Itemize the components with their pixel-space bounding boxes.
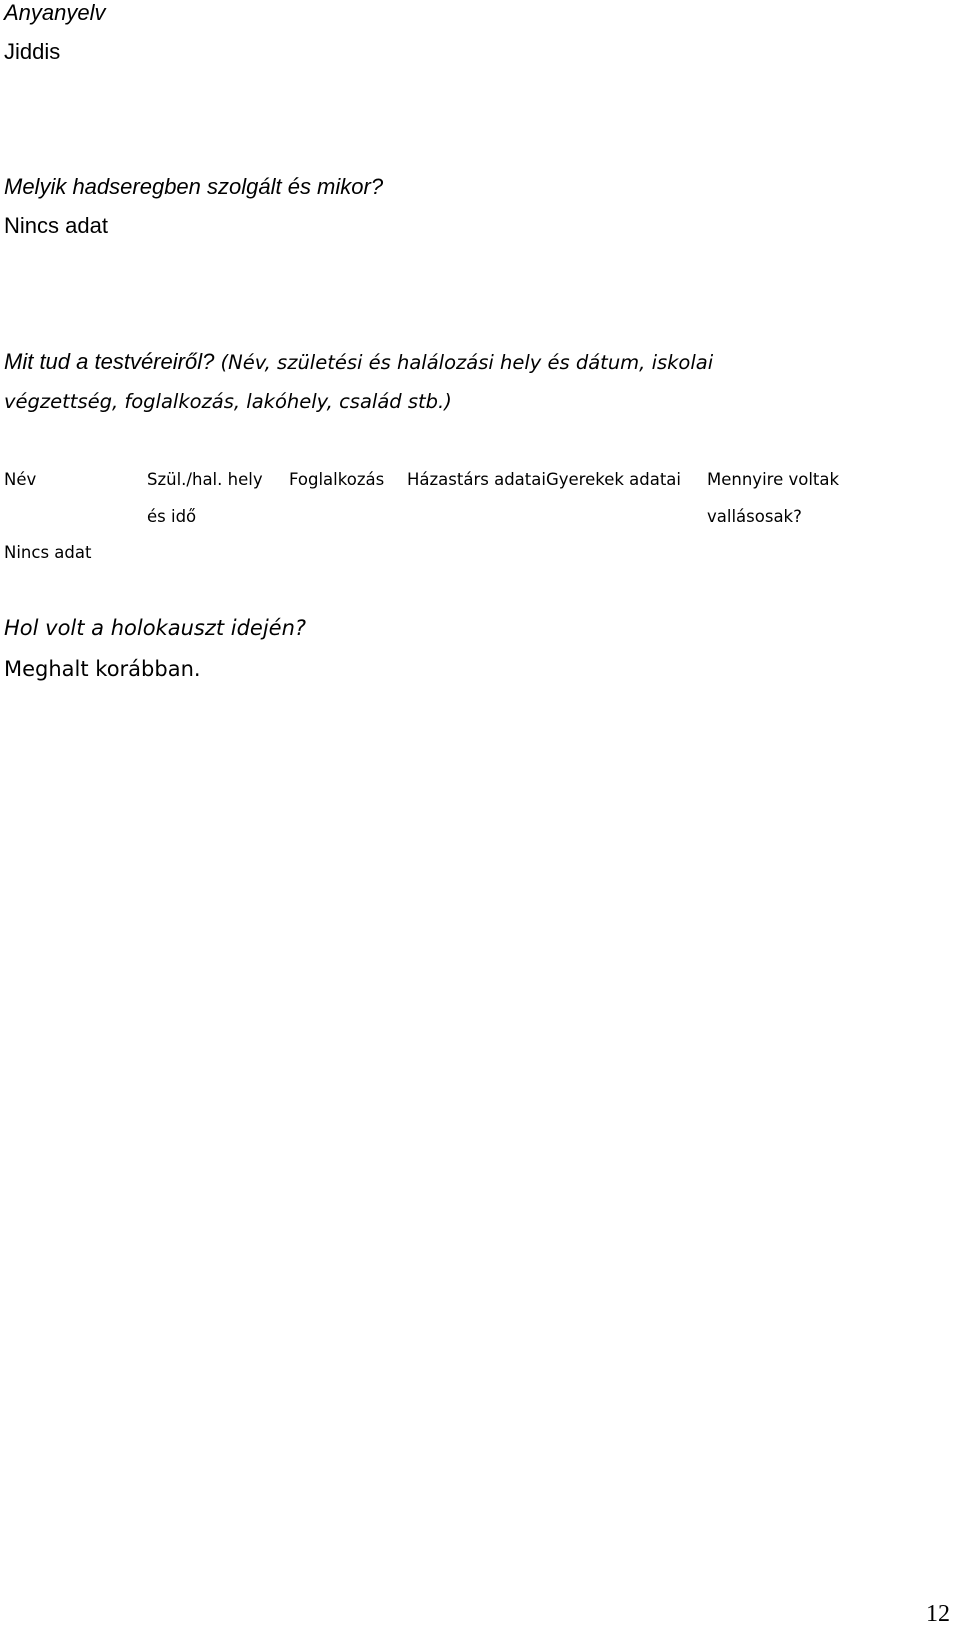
military-service-question: Melyik hadseregben szolgált és mikor?: [4, 174, 384, 199]
military-service-answer: Nincs adat: [4, 213, 108, 238]
siblings-question-detail-line2: végzettség, foglalkozás, lakóhely, család stb.): [4, 390, 452, 413]
row-name: Nincs adat: [4, 543, 92, 562]
header-religiosity-line2: vallásosak?: [707, 507, 802, 526]
siblings-question-plain: Mit tud a testvéreiről?: [4, 349, 215, 374]
holocaust-question: Hol volt a holokauszt idején?: [4, 616, 307, 640]
page-number: 12: [926, 1601, 950, 1627]
header-spouse-children: Házastárs adataiGyerekek adatai: [407, 470, 682, 489]
header-birth-death-line1: Szül./hal. hely: [147, 470, 263, 489]
siblings-question-detail-line1: (Név, születési és halálozási hely és dátum, iskolai: [214, 351, 714, 374]
holocaust-answer: Meghalt korábban.: [4, 657, 201, 681]
header-religiosity-line1: Mennyire voltak: [707, 470, 840, 489]
header-birth-death-line2: és idő: [147, 507, 197, 526]
native-language-question: Anyanyelv: [4, 0, 106, 25]
siblings-question: [4, 349, 713, 376]
header-occupation: Foglalkozás: [289, 470, 385, 489]
native-language-answer: Jiddis: [4, 39, 61, 64]
header-name: Név: [4, 470, 37, 489]
